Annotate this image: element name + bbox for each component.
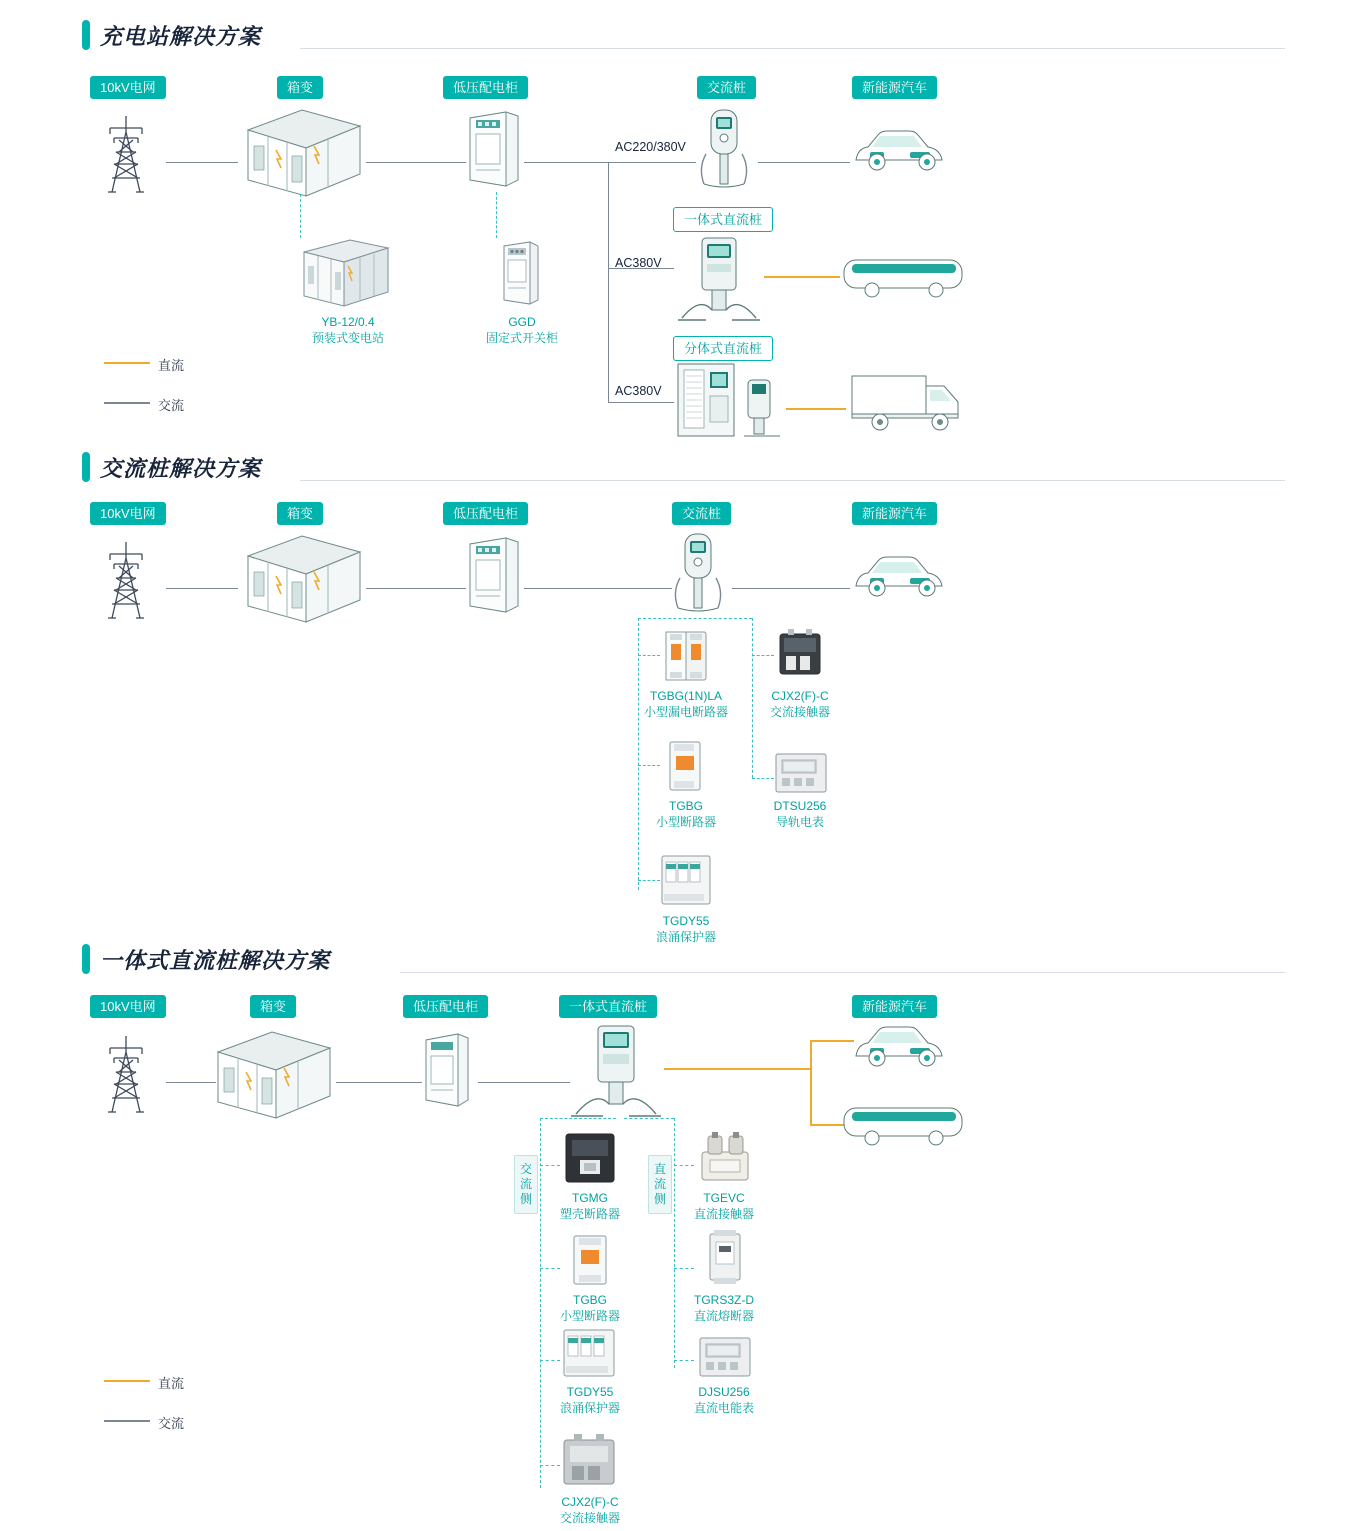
line-box-to-cabinet-3 xyxy=(336,1082,422,1083)
section-1-heading xyxy=(82,18,261,52)
ac-component-3-line2: 浪涌保护器 xyxy=(559,1401,620,1415)
section-1-rule xyxy=(300,48,1285,49)
component-3-line2: 小型断路器 xyxy=(655,815,716,829)
dash-to-item-2 xyxy=(752,655,774,656)
component-5-line1: TGDY55 xyxy=(662,914,710,928)
ev-car-icon xyxy=(852,122,952,178)
side-label-dc-3: 直流侧 xyxy=(648,1155,672,1214)
dc-component-2-line2: 直流熔断器 xyxy=(693,1309,754,1323)
dash-dc-item-3 xyxy=(674,1360,694,1361)
line-cabinet-to-pile-1 xyxy=(524,162,696,163)
dash-dc-item-1 xyxy=(674,1165,694,1166)
dash-branch-top-2 xyxy=(638,618,752,619)
dc-bracket-vertical-3 xyxy=(810,1040,812,1124)
lv-cabinet-icon xyxy=(466,108,522,192)
legend-ac-label-3: 交流 xyxy=(158,1416,185,1431)
mccb-icon xyxy=(562,1130,618,1186)
dash-ac-item-3 xyxy=(540,1360,560,1361)
ac-charging-pile-icon xyxy=(694,106,756,192)
ac-component-1-line1: TGMG xyxy=(572,1191,608,1205)
component-5-line2: 浪涌保护器 xyxy=(655,930,716,944)
ggd-cabinet-icon xyxy=(500,238,542,310)
integrated-dc-pile-icon xyxy=(568,1022,664,1118)
ac-component-4-line2: 交流接触器 xyxy=(559,1511,620,1525)
line-pile-to-car-2 xyxy=(732,588,850,589)
component-2-line2: 交流接触器 xyxy=(769,705,830,719)
prefab-substation-icon xyxy=(300,236,392,308)
section-3-title: 一体式直流桩解决方案 xyxy=(100,947,331,973)
dash-ac-item-1 xyxy=(540,1165,560,1166)
chip-ev-3: 新能源汽车 xyxy=(852,995,937,1018)
mcb-icon xyxy=(568,1232,612,1288)
power-pylon-icon xyxy=(86,1032,166,1116)
dc-component-2-line1: TGRS3Z-D xyxy=(694,1293,754,1307)
section-3-rule xyxy=(400,972,1285,973)
chip-ac-pile-2: 交流桩 xyxy=(672,502,731,525)
line-box-to-cabinet-2 xyxy=(366,588,466,589)
caption-ggd-line1: GGD xyxy=(508,315,536,329)
dc-energy-meter-icon xyxy=(696,1334,754,1380)
section-accent-bar xyxy=(82,452,90,482)
ac-contactor-icon xyxy=(558,1430,620,1490)
lv-cabinet-icon xyxy=(466,534,522,618)
component-1-line1: TGBG(1N)LA xyxy=(649,689,722,703)
component-4-line2: 导轨电表 xyxy=(775,815,824,829)
chip-split-dc-1: 分体式直流桩 xyxy=(673,336,773,361)
chip-grid-1: 10kV电网 xyxy=(90,76,166,99)
power-pylon-icon xyxy=(86,112,166,196)
chip-ev-2: 新能源汽车 xyxy=(852,502,937,525)
split-dc-pile-icon xyxy=(676,362,786,440)
ac-component-1-line2: 塑壳断路器 xyxy=(559,1207,620,1221)
section-3-heading xyxy=(82,942,330,976)
component-4-line1: DTSU256 xyxy=(773,799,827,813)
chip-integrated-dc-1: 一体式直流桩 xyxy=(673,207,773,232)
chip-ac-pile-1: 交流桩 xyxy=(697,76,756,99)
box-transformer-icon xyxy=(240,104,365,194)
ev-car-icon xyxy=(852,1018,952,1074)
ac-component-2-line1: TGBG xyxy=(572,1293,607,1307)
dc-branch-car-3 xyxy=(810,1040,854,1042)
dash-to-item-1 xyxy=(638,655,660,656)
legend-ac-label-1: 交流 xyxy=(158,398,185,413)
line-grid-to-box-3 xyxy=(166,1082,216,1083)
section-2-heading xyxy=(82,450,261,484)
ac-component-4-line1: CJX2(F)-C xyxy=(561,1495,619,1509)
line-bus-to-split-1 xyxy=(608,402,674,403)
ev-car-icon xyxy=(852,548,952,604)
dash-cabinet-to-ggd xyxy=(496,192,497,238)
line-pile-to-car-1 xyxy=(758,162,850,163)
legend-dc-line-1 xyxy=(104,362,150,364)
legend-dc-label-3: 直流 xyxy=(158,1376,185,1391)
ac-component-3-line1: TGDY55 xyxy=(566,1385,614,1399)
integrated-dc-pile-icon xyxy=(676,234,762,322)
dc-component-3-line2: 直流电能表 xyxy=(693,1401,754,1415)
rcbo-icon xyxy=(660,628,712,684)
dash-dc-item-2 xyxy=(674,1268,694,1269)
dc-contactor-icon xyxy=(696,1130,754,1186)
line-cabinet-to-pile-3 xyxy=(478,1082,570,1083)
dc-component-1-line2: 直流接触器 xyxy=(693,1207,754,1221)
section-accent-bar xyxy=(82,944,90,974)
line-grid-to-box-2 xyxy=(166,588,238,589)
component-2-line1: CJX2(F)-C xyxy=(771,689,829,703)
dc-fuse-icon xyxy=(702,1228,748,1286)
line-cabinet-to-pile-2 xyxy=(524,588,672,589)
dc-out-line-3 xyxy=(664,1068,810,1070)
surge-protector-icon xyxy=(658,852,714,908)
chip-integrated-dc-3: 一体式直流桩 xyxy=(559,995,657,1018)
line-grid-to-box-1 xyxy=(166,162,238,163)
side-label-ac-3: 交流侧 xyxy=(514,1155,538,1214)
dash-dc-branch-top-3 xyxy=(624,1118,674,1119)
dc-component-1-line1: TGEVC xyxy=(703,1191,745,1205)
ev-bus-icon xyxy=(840,252,966,300)
section-2-title: 交流桩解决方案 xyxy=(100,455,262,481)
line-box-to-cabinet-1 xyxy=(366,162,466,163)
dash-dc-branch-3 xyxy=(674,1118,675,1368)
dash-to-item-3 xyxy=(638,765,660,766)
voltage-label-1: AC220/380V xyxy=(615,140,686,154)
lv-cabinet-icon xyxy=(422,1030,472,1112)
dash-ac-branch-top-3 xyxy=(540,1118,616,1119)
dash-left-branch-2 xyxy=(638,618,639,890)
chip-grid-3: 10kV电网 xyxy=(90,995,166,1018)
dc-line-to-bus-1 xyxy=(764,276,840,278)
legend-ac-line-3 xyxy=(104,1420,150,1422)
din-rail-meter-icon xyxy=(772,750,830,796)
chip-lv-cabinet-1: 低压配电柜 xyxy=(443,76,528,99)
ev-bus-icon xyxy=(840,1100,966,1148)
dash-to-item-4 xyxy=(752,778,774,779)
dash-ac-item-4 xyxy=(540,1465,560,1466)
voltage-label-2: AC380V xyxy=(615,256,662,270)
caption-substation-line2: 预装式变电站 xyxy=(311,331,384,345)
chip-lv-cabinet-3: 低压配电柜 xyxy=(403,995,488,1018)
box-transformer-icon xyxy=(210,1026,335,1116)
dash-ac-item-2 xyxy=(540,1268,560,1269)
ac-component-2-line2: 小型断路器 xyxy=(559,1309,620,1323)
legend-dc-line-3 xyxy=(104,1380,150,1382)
chip-box-transformer-3: 箱变 xyxy=(250,995,296,1018)
caption-ggd-line2: 固定式开关柜 xyxy=(485,331,558,345)
section-accent-bar xyxy=(82,20,90,50)
legend-dc-label-1: 直流 xyxy=(158,358,185,373)
section-1-title: 充电站解决方案 xyxy=(100,23,262,49)
chip-ev-1: 新能源汽车 xyxy=(852,76,937,99)
section-2-rule xyxy=(300,480,1285,481)
power-pylon-icon xyxy=(86,538,166,622)
legend-ac-line-1 xyxy=(104,402,150,404)
dc-component-3-line1: DJSU256 xyxy=(698,1385,750,1399)
component-1-line2: 小型漏电断路器 xyxy=(643,705,728,719)
chip-grid-2: 10kV电网 xyxy=(90,502,166,525)
mcb-icon xyxy=(664,738,706,794)
caption-substation-line1: YB-12/0.4 xyxy=(321,315,375,329)
dash-to-item-5 xyxy=(638,880,660,881)
surge-protector-icon xyxy=(560,1326,618,1380)
dc-line-to-truck-1 xyxy=(786,408,846,410)
ac-charging-pile-icon xyxy=(668,530,730,616)
line-bus-vertical-1 xyxy=(608,162,609,402)
chip-lv-cabinet-2: 低压配电柜 xyxy=(443,502,528,525)
voltage-label-3: AC380V xyxy=(615,384,662,398)
component-3-line1: TGBG xyxy=(668,799,703,813)
chip-box-transformer-2: 箱变 xyxy=(277,502,323,525)
ev-truck-icon xyxy=(846,372,968,434)
chip-box-transformer-1: 箱变 xyxy=(277,76,323,99)
dash-box-to-substation xyxy=(300,194,301,238)
box-transformer-icon xyxy=(240,530,365,620)
ac-contactor-icon xyxy=(774,626,826,682)
